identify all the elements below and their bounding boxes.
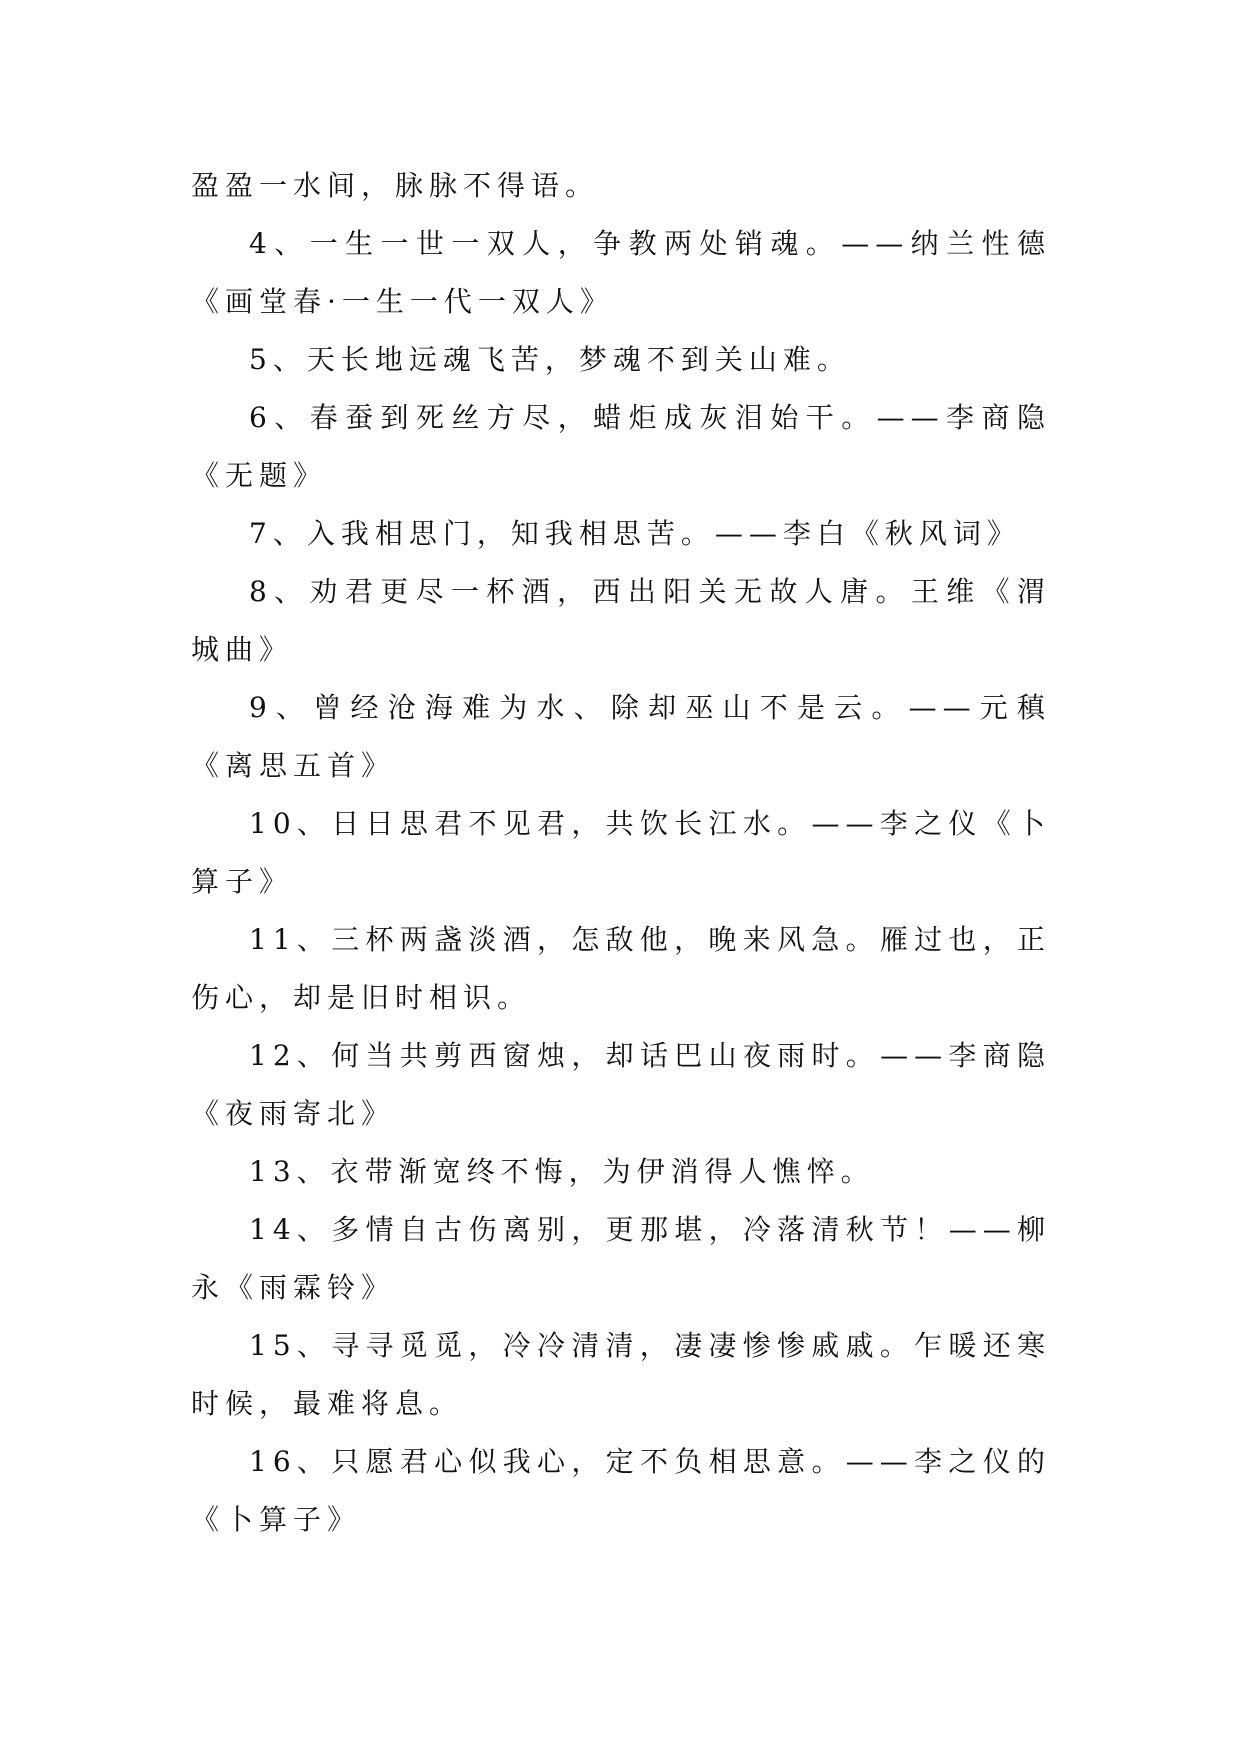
list-item-16: 16、只愿君心似我心，定不负相思意。——李之仪的《卜算子》 bbox=[191, 1445, 1051, 1536]
list-item-11: 11、三杯两盏淡酒，怎敌他，晚来风急。雁过也，正伤心，却是旧时相识。 bbox=[191, 923, 1051, 1014]
list-item-5: 5、天长地远魂飞苦，梦魂不到关山难。 bbox=[249, 343, 851, 376]
paragraph-continuation: 盈盈一水间，脉脉不得语。 bbox=[191, 169, 600, 202]
document-body bbox=[191, 157, 1051, 1549]
list-item-14: 14、多情自古伤离别，更那堪，冷落清秋节！——柳永《雨霖铃》 bbox=[191, 1213, 1051, 1304]
list-item-13: 13、衣带渐宽终不悔，为伊消得人憔悴。 bbox=[249, 1155, 875, 1188]
list-item-15: 15、寻寻觅觅，冷冷清清，凄凄惨惨戚戚。乍暖还寒时候，最难将息。 bbox=[191, 1329, 1051, 1420]
list-item-9: 9、曾经沧海难为水、除却巫山不是云。——元稹《离思五首》 bbox=[191, 691, 1051, 782]
list-item-10: 10、日日思君不见君，共饮长江水。——李之仪《卜算子》 bbox=[191, 807, 1051, 898]
list-item-8: 8、劝君更尽一杯酒，西出阳关无故人唐。王维《渭城曲》 bbox=[191, 575, 1051, 666]
list-item-4: 4、一生一世一双人，争教两处销魂。——纳兰性德《画堂春·一生一代一双人》 bbox=[191, 227, 1051, 318]
list-item-6: 6、春蚕到死丝方尽，蜡炬成灰泪始干。——李商隐《无题》 bbox=[191, 401, 1051, 492]
list-item-12: 12、何当共剪西窗烛，却话巴山夜雨时。——李商隐《夜雨寄北》 bbox=[191, 1039, 1051, 1130]
list-item-7: 7、入我相思门，知我相思苦。——李白《秋风词》 bbox=[249, 517, 1021, 550]
